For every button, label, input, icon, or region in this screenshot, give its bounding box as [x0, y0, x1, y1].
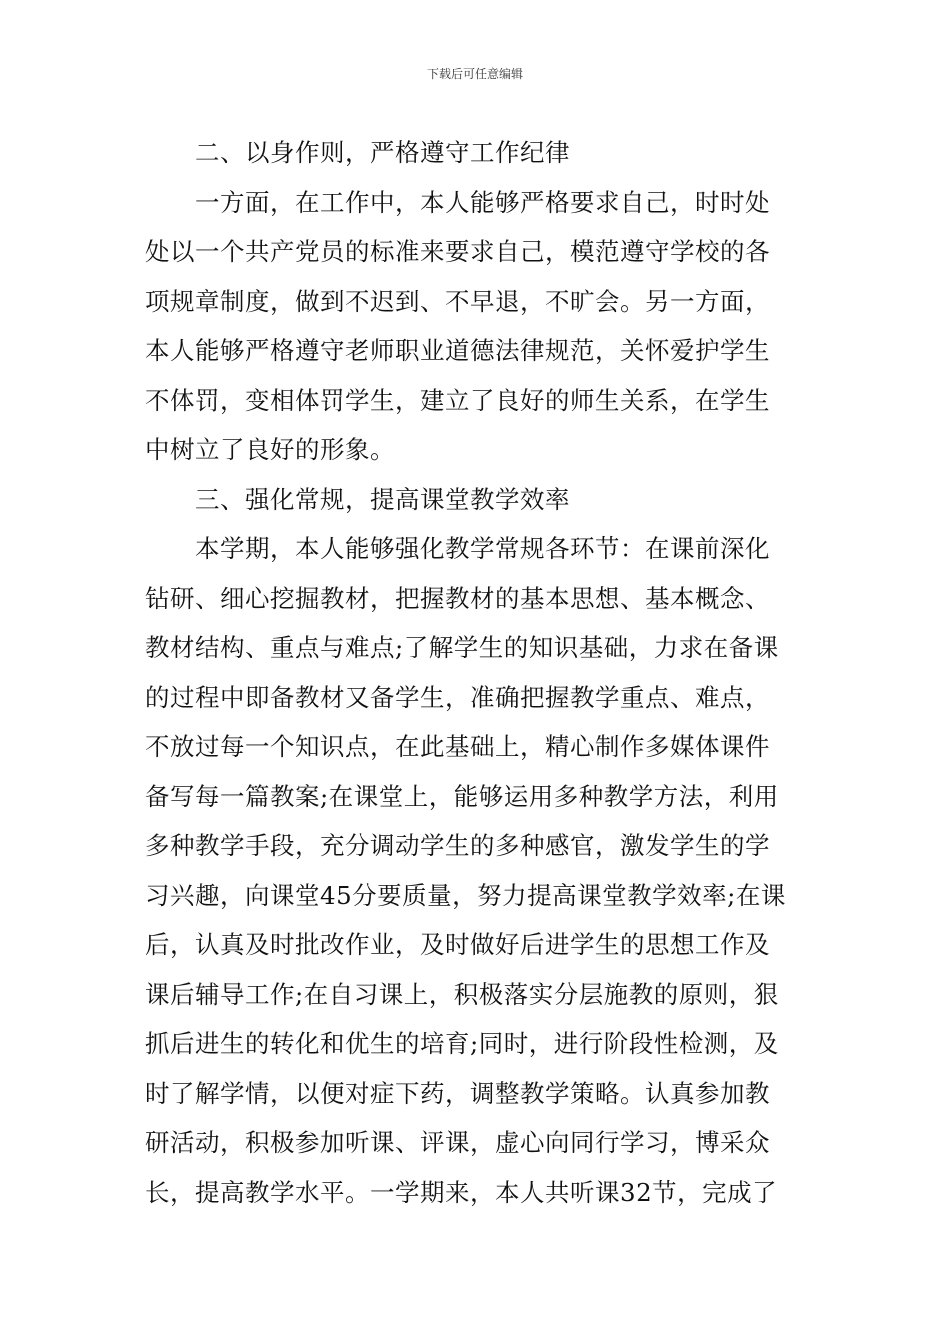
paragraph-line: 钻研、细心挖掘教材，把握教材的基本思想、基本概念、	[145, 583, 770, 613]
paragraph-line: 习兴趣，向课堂45分要质量，努力提高课堂教学效率;在课	[145, 880, 786, 910]
paragraph-line: 的过程中即备教材又备学生，准确把握教学重点、难点，	[145, 682, 770, 712]
paragraph-line: 多种教学手段，充分调动学生的多种感官，激发学生的学	[145, 831, 770, 860]
paragraph-line: 后，认真及时批改作业，及时做好后进学生的思想工作及	[145, 930, 770, 959]
paragraph-line: 教材结构、重点与难点;了解学生的知识基础，力求在备课	[145, 633, 779, 662]
paragraph-line: 不放过每一个知识点，在此基础上，精心制作多媒体课件	[145, 732, 770, 761]
section-heading-3: 三、强化常规，提高课堂教学效率	[195, 484, 570, 514]
paragraph-line: 一方面，在工作中，本人能够严格要求自己，时时处	[195, 187, 770, 217]
paragraph-line: 本人能够严格遵守老师职业道德法律规范，关怀爱护学生	[145, 336, 770, 365]
paragraph-line: 备写每一篇教案;在课堂上，能够运用多种教学方法，利用	[145, 781, 779, 811]
paragraph-line: 项规章制度，做到不迟到、不早退，不旷会。另一方面，	[145, 286, 770, 316]
paragraph-line: 本学期，本人能够强化教学常规各环节：在课前深化	[195, 534, 770, 563]
paragraph-line: 处以一个共产党员的标准来要求自己，模范遵守学校的各	[145, 237, 770, 266]
section-heading-2: 二、以身作则，严格遵守工作纪律	[195, 138, 570, 167]
paragraph-line: 研活动，积极参加听课、评课，虚心向同行学习，博采众	[145, 1128, 770, 1157]
paragraph-line: 不体罚，变相体罚学生，建立了良好的师生关系，在学生	[145, 385, 770, 415]
paragraph-line: 课后辅导工作;在自习课上，积极落实分层施教的原则，狠	[145, 979, 779, 1009]
page-header: 下载后可任意编辑	[426, 67, 523, 81]
paragraph-line: 抓后进生的转化和优生的培育;同时，进行阶段性检测，及	[145, 1029, 779, 1058]
paragraph-line: 长，提高教学水平。一学期来，本人共听课32节，完成了	[145, 1177, 778, 1207]
paragraph-line: 中树立了良好的形象。	[145, 435, 395, 464]
paragraph-line: 时了解学情，以便对症下药，调整教学策略。认真参加教	[145, 1078, 770, 1108]
document-body	[145, 128, 810, 1217]
